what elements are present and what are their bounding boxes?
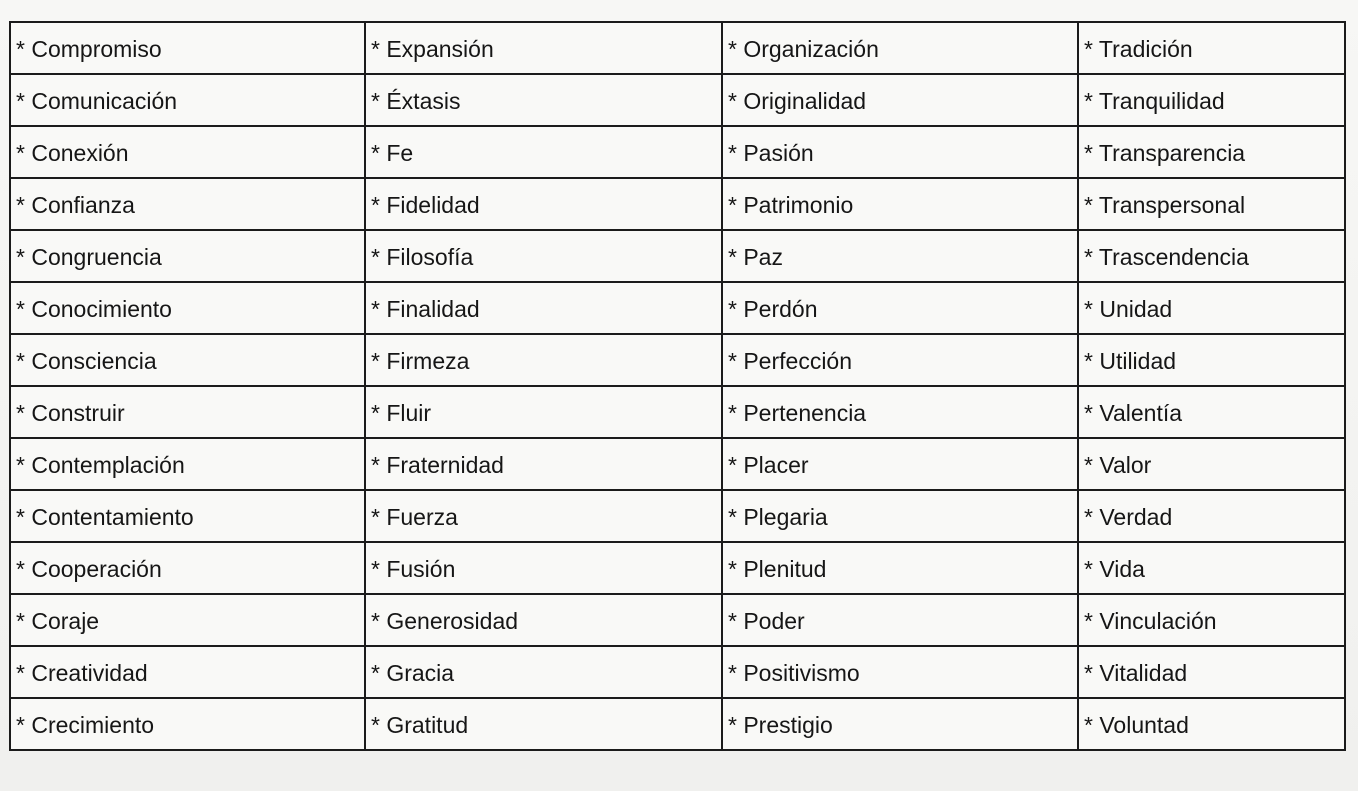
value-word: * Conexión xyxy=(16,139,129,166)
table-cell xyxy=(1078,542,1345,594)
table-cell xyxy=(10,178,365,230)
table-cell xyxy=(722,74,1078,126)
table-cell xyxy=(722,646,1078,698)
table-row xyxy=(10,282,1345,334)
value-word: * Plenitud xyxy=(728,555,827,582)
value-word: * Gratitud xyxy=(371,711,469,738)
value-word: * Vida xyxy=(1084,555,1145,582)
value-word: * Organización xyxy=(728,35,879,62)
value-word: * Poder xyxy=(728,607,805,634)
table-row xyxy=(10,386,1345,438)
table-cell xyxy=(10,646,365,698)
value-word: * Valor xyxy=(1084,451,1152,478)
table-cell xyxy=(365,386,722,438)
table-cell xyxy=(722,126,1078,178)
table-cell xyxy=(10,542,365,594)
table-row xyxy=(10,490,1345,542)
value-word: * Vitalidad xyxy=(1084,659,1188,686)
table-row xyxy=(10,178,1345,230)
table-cell xyxy=(722,490,1078,542)
value-word: * Generosidad xyxy=(371,607,519,634)
table-cell xyxy=(10,698,365,750)
table-cell xyxy=(1078,126,1345,178)
value-word: * Congruencia xyxy=(16,243,162,270)
value-word: * Gracia xyxy=(371,659,455,686)
table-cell xyxy=(1078,178,1345,230)
table-cell xyxy=(365,438,722,490)
value-word: * Vinculación xyxy=(1084,607,1217,634)
value-word: * Firmeza xyxy=(371,347,470,374)
value-word: * Creatividad xyxy=(16,659,148,686)
value-word: * Éxtasis xyxy=(371,87,461,114)
value-word: * Transpersonal xyxy=(1084,191,1246,218)
table-row xyxy=(10,126,1345,178)
value-word: * Trascendencia xyxy=(1084,243,1249,270)
value-word: * Fluir xyxy=(371,399,432,426)
table-row xyxy=(10,698,1345,750)
value-word: * Fusión xyxy=(371,555,456,582)
table-cell xyxy=(1078,698,1345,750)
table-row xyxy=(10,438,1345,490)
table-cell xyxy=(365,230,722,282)
value-word: * Finalidad xyxy=(371,295,480,322)
table-cell xyxy=(1078,594,1345,646)
table-row xyxy=(10,74,1345,126)
table-cell xyxy=(365,74,722,126)
table-cell xyxy=(722,594,1078,646)
value-word: * Contemplación xyxy=(16,451,185,478)
table-cell xyxy=(10,22,365,74)
value-word: * Conocimiento xyxy=(16,295,172,322)
table-cell xyxy=(1078,386,1345,438)
value-word: * Pertenencia xyxy=(728,399,867,426)
table-cell xyxy=(1078,438,1345,490)
table-cell xyxy=(722,386,1078,438)
value-word: * Perfección xyxy=(728,347,853,374)
table-cell xyxy=(1078,646,1345,698)
value-word: * Prestigio xyxy=(728,711,833,738)
value-word: * Perdón xyxy=(728,295,818,322)
table-cell xyxy=(1078,282,1345,334)
value-word: * Compromiso xyxy=(16,35,162,62)
table-row xyxy=(10,230,1345,282)
value-word: * Filosofía xyxy=(371,243,474,270)
table-cell xyxy=(722,230,1078,282)
value-word: * Expansión xyxy=(371,35,494,62)
table-cell xyxy=(365,698,722,750)
table-cell xyxy=(365,594,722,646)
value-word: * Utilidad xyxy=(1084,347,1177,374)
value-word: * Fraternidad xyxy=(371,451,504,478)
value-word: * Verdad xyxy=(1084,503,1173,530)
value-word: * Plegaria xyxy=(728,503,828,530)
table-row xyxy=(10,646,1345,698)
value-word: * Unidad xyxy=(1084,295,1173,322)
table-cell xyxy=(365,334,722,386)
table-cell xyxy=(10,386,365,438)
value-word: * Coraje xyxy=(16,607,100,634)
value-word: * Positivismo xyxy=(728,659,860,686)
table-cell xyxy=(10,282,365,334)
table-cell xyxy=(365,490,722,542)
value-word: * Comunicación xyxy=(16,87,178,114)
values-table xyxy=(9,21,1346,751)
table-cell xyxy=(1078,230,1345,282)
value-word: * Construir xyxy=(16,399,125,426)
table-cell xyxy=(1078,334,1345,386)
value-word: * Fidelidad xyxy=(371,191,480,218)
table-cell xyxy=(365,542,722,594)
table-cell xyxy=(365,646,722,698)
table-cell xyxy=(10,74,365,126)
table-cell xyxy=(722,178,1078,230)
table-row xyxy=(10,594,1345,646)
value-word: * Crecimiento xyxy=(16,711,155,738)
table-cell xyxy=(365,126,722,178)
value-word: * Fe xyxy=(371,139,414,166)
value-word: * Originalidad xyxy=(728,87,867,114)
table-cell xyxy=(1078,22,1345,74)
table-cell xyxy=(10,230,365,282)
value-word: * Valentía xyxy=(1084,399,1183,426)
table-cell xyxy=(722,22,1078,74)
table-cell xyxy=(10,438,365,490)
table-row xyxy=(10,22,1345,74)
value-word: * Fuerza xyxy=(371,503,458,530)
value-word: * Transparencia xyxy=(1084,139,1246,166)
table-cell xyxy=(722,698,1078,750)
table-cell xyxy=(10,490,365,542)
table-cell xyxy=(1078,74,1345,126)
table-cell xyxy=(722,282,1078,334)
value-word: * Pasión xyxy=(728,139,814,166)
table-cell xyxy=(1078,490,1345,542)
value-word: * Placer xyxy=(728,451,809,478)
value-word: * Patrimonio xyxy=(728,191,854,218)
value-word: * Cooperación xyxy=(16,555,162,582)
table-cell xyxy=(365,22,722,74)
values-table-body xyxy=(10,22,1345,750)
value-word: * Consciencia xyxy=(16,347,157,374)
table-row xyxy=(10,334,1345,386)
table-row xyxy=(10,542,1345,594)
table-cell xyxy=(365,282,722,334)
table-cell xyxy=(365,178,722,230)
table-cell xyxy=(722,334,1078,386)
value-word: * Contentamiento xyxy=(16,503,194,530)
table-cell xyxy=(10,334,365,386)
value-word: * Voluntad xyxy=(1084,711,1189,738)
value-word: * Tranquilidad xyxy=(1084,87,1225,114)
table-cell xyxy=(722,438,1078,490)
table-cell xyxy=(722,542,1078,594)
value-word: * Confianza xyxy=(16,191,135,218)
value-word: * Paz xyxy=(728,243,783,270)
value-word: * Tradición xyxy=(1084,35,1193,62)
table-cell xyxy=(10,594,365,646)
table-cell xyxy=(10,126,365,178)
